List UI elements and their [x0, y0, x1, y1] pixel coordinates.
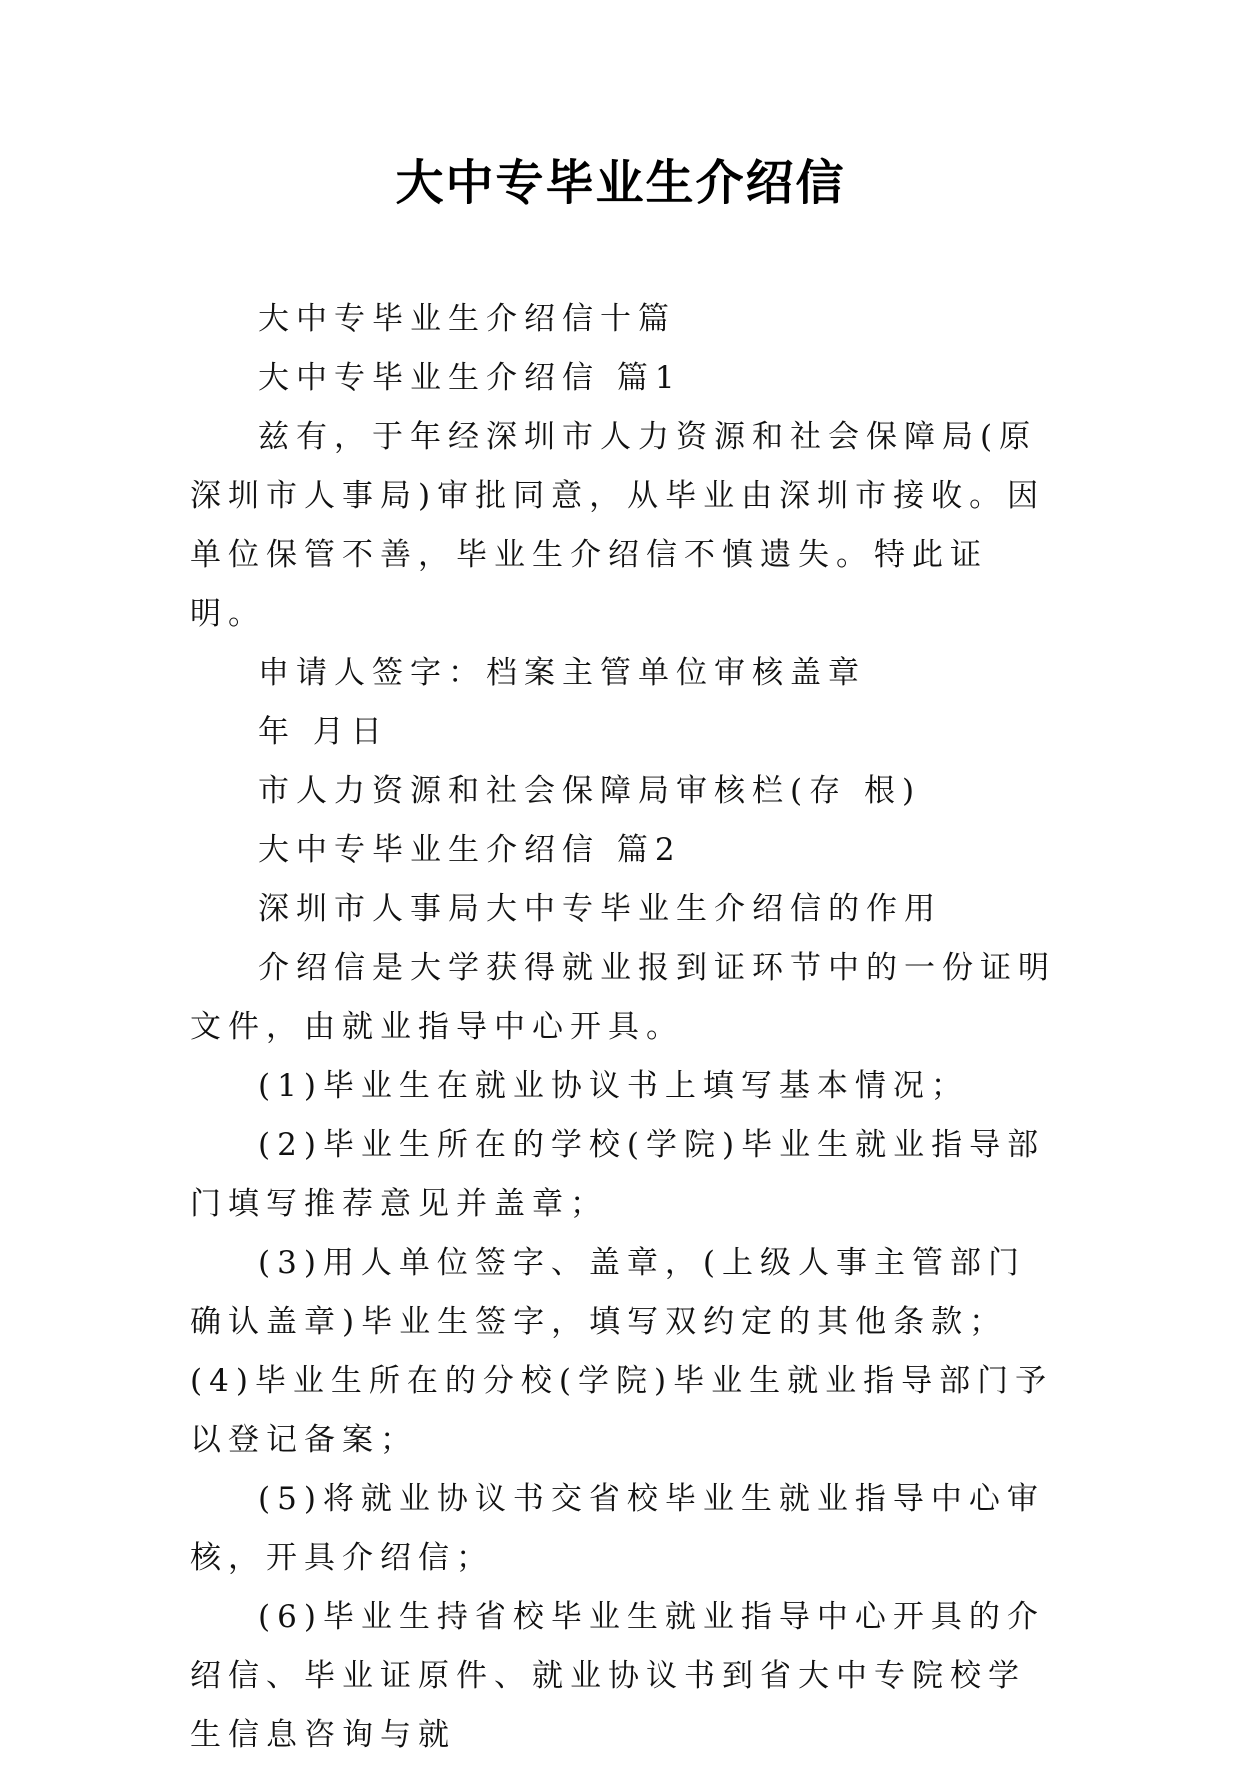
- paragraph: 大中专毕业生介绍信十篇: [258, 301, 676, 337]
- paragraph: 年 月日: [258, 714, 389, 750]
- paragraph: (1)毕业生在就业协议书上填写基本情况；: [258, 1068, 969, 1104]
- paragraph: 介绍信是大学获得就业报到证环节中的一份证明文件，由就业指导中心开具。: [190, 950, 1056, 1045]
- document-body: [190, 290, 1060, 1765]
- paragraph: 大中专毕业生介绍信 篇2: [258, 832, 682, 868]
- document-title: 大中专毕业生介绍信: [395, 155, 846, 211]
- paragraph: (6)毕业生持省校毕业生就业指导中心开具的介绍信、毕业证原件、就业协议书到省大中专院校学生信息咨询与就: [190, 1599, 1045, 1753]
- paragraph: (2)毕业生所在的学校(学院)毕业生就业指导部门填写推荐意见并盖章；: [190, 1127, 1046, 1222]
- paragraph: 深圳市人事局大中专毕业生介绍信的作用: [258, 891, 942, 927]
- paragraph: 申请人签字：档案主管单位审核盖章: [258, 655, 866, 691]
- paragraph: 大中专毕业生介绍信 篇1: [258, 360, 682, 396]
- paragraph: 兹有，于年经深圳市人力资源和社会保障局(原深圳市人事局)审批同意，从毕业由深圳市接收。因单位保管不善，毕业生介绍信不慎遗失。特此证明。: [190, 419, 1046, 632]
- paragraph: (3)用人单位签字、盖章，(上级人事主管部门确认盖章)毕业生签字，填写双约定的其他条款；(4)毕业生所在的分校(学院)毕业生就业指导部门予以登记备案；: [190, 1245, 1054, 1458]
- paragraph: (5)将就业协议书交省校毕业生就业指导中心审核，开具介绍信；: [190, 1481, 1045, 1576]
- paragraph: 市人力资源和社会保障局审核栏(存 根): [258, 773, 922, 809]
